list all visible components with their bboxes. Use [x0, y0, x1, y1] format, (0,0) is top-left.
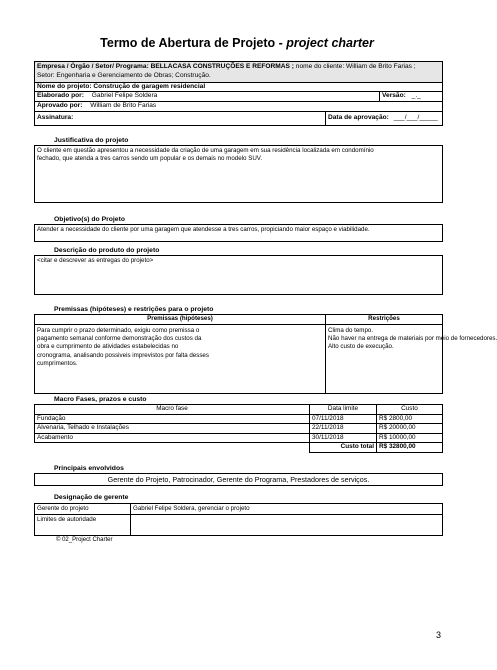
restricoes-list [326, 325, 497, 393]
company-label: Empresa / Órgão / Setor/ Programa: BELLACASA CONSTRUÇÕES E REFORMAS ; [37, 63, 294, 70]
table-row [35, 424, 443, 434]
versao-value: _._ [411, 92, 421, 99]
premissa-line: cronograma, analisando possiveis imprevistos por falta desses [37, 351, 209, 359]
objetivo-heading: Objetivo(s) do Projeto [54, 216, 125, 223]
header-box [34, 61, 443, 126]
footer-copyright: © 02_Project Charter [56, 537, 113, 543]
macro-data-cell: 30/11/2018 [310, 433, 377, 443]
data-aprovacao-label: Data de aprovação: [328, 114, 389, 121]
macro-table [34, 404, 443, 453]
macro-custo-cell: R$ 20000,00 [377, 424, 443, 434]
premissa-line: Para cumprir o prazo determinado, exigiu como premissa o [37, 327, 200, 334]
justificativa-line2: fechado, que atenda a tres carros sendo um popular e os demais no modelo SUV. [37, 155, 263, 163]
elaborado-label: Elaborado por: [37, 92, 84, 99]
premissas-col-header: Premissas (hipóteses) [147, 315, 213, 322]
header-company-row [35, 62, 442, 82]
page-title [0, 36, 474, 50]
macro-col-fase: Macro fase [35, 405, 310, 415]
descricao-box [34, 255, 443, 295]
macro-col-custo: Custo [377, 405, 443, 415]
assinatura-label: Assinatura: [37, 114, 74, 121]
objetivo-box [34, 224, 443, 242]
table-row [35, 414, 443, 424]
title-main: Termo de Abertura de Projeto - [100, 36, 287, 50]
limites-label: Limites de autoridade [37, 516, 97, 523]
aprovado-value: William de Brito Farias [90, 102, 157, 109]
designacao-heading: Designação de gerente [54, 494, 129, 501]
premissas-heading: Premissas (hipóteses) e restrições para o projeto [54, 306, 214, 313]
macro-fase-cell: Acabamento [35, 433, 310, 443]
title-italic: project charter [286, 36, 374, 50]
gerente-label: Gerente do projeto [37, 505, 89, 512]
aprovado-label: Aprovado por: [37, 102, 83, 109]
designacao-box [34, 503, 443, 536]
assinatura-row [35, 111, 442, 125]
restricao-line: Alto custo de execução. [328, 343, 394, 351]
justificativa-box [34, 145, 443, 203]
macro-total-label: Custo total [310, 443, 377, 453]
macro-custo-cell: R$ 10000,00 [377, 433, 443, 443]
elaborado-value: Gabriel Felipe Soldera [91, 92, 158, 99]
macro-col-data: Data limite [310, 405, 377, 415]
macro-fase-cell: Fundação [35, 414, 310, 424]
client-name: nome do cliente: William de Brito Farias ; [293, 63, 416, 70]
envolvidos-heading: Principais envolvidos [54, 465, 124, 472]
macro-data-cell: 22/11/2018 [310, 424, 377, 434]
macro-fase-cell: Alvenaria, Telhado e Instalações [35, 424, 310, 434]
sector-text: Setor: Engenharia e Gerenciamento de Obras; Construção. [37, 71, 211, 79]
versao-label: Versão: [382, 92, 406, 99]
aprovado-row [35, 101, 442, 111]
justificativa-line1: O cliente em questão apresentou a necessidade da criação de uma garagem em sua residência localizada em condomínio [37, 147, 374, 154]
macro-total-value: R$ 32800,00 [377, 443, 443, 453]
justificativa-heading: Justificativa do projeto [54, 137, 129, 144]
premissa-line: pagamento semanal conforme demonstração dos custos da [37, 335, 202, 343]
table-row [35, 433, 443, 443]
restricao-line: Clima do tempo. [328, 327, 374, 334]
restricoes-col-header: Restrições [368, 315, 400, 322]
objetivo-text: Atender a necessidade do cliente por uma garagem que atendesse a tres carros, propiciando maior espaço e viabilidade. [37, 226, 370, 233]
premissa-line: cumprimentos. [37, 359, 78, 367]
premissas-list [35, 325, 325, 393]
descricao-heading: Descrição do produto do projeto [54, 247, 160, 254]
macro-header-row [35, 405, 443, 415]
macro-total-row [35, 443, 443, 453]
premissas-box [34, 314, 497, 394]
envolvidos-box [34, 473, 443, 486]
project-name-row [35, 82, 442, 91]
macro-custo-cell: R$ 2800,00 [377, 414, 443, 424]
restricao-line: Não haver na entrega de materiais por meio de fornecedores. [328, 335, 497, 343]
macro-data-cell: 07/11/2018 [310, 414, 377, 424]
macro-heading: Macro Fases, prazos e custo [54, 396, 147, 403]
envolvidos-text: Gerente do Projeto, Patrocinador, Gerente do Programa, Prestadores de serviços. [107, 475, 370, 484]
limites-value [131, 515, 442, 535]
project-name: Nome do projeto: Construção de garagem residencial [37, 83, 206, 90]
premissa-line: obra e cumprimento de atividades estabelecidas no [37, 343, 179, 351]
elaborado-row [35, 91, 442, 101]
descricao-text: <citar e descrever as entregas do projeto> [37, 257, 154, 264]
gerente-value: Gabriel Felipe Soldera, gerenciar o projeto [133, 505, 250, 512]
data-aprovacao-value: ___/___/_____ [393, 114, 438, 121]
page-number: 3 [436, 630, 442, 640]
